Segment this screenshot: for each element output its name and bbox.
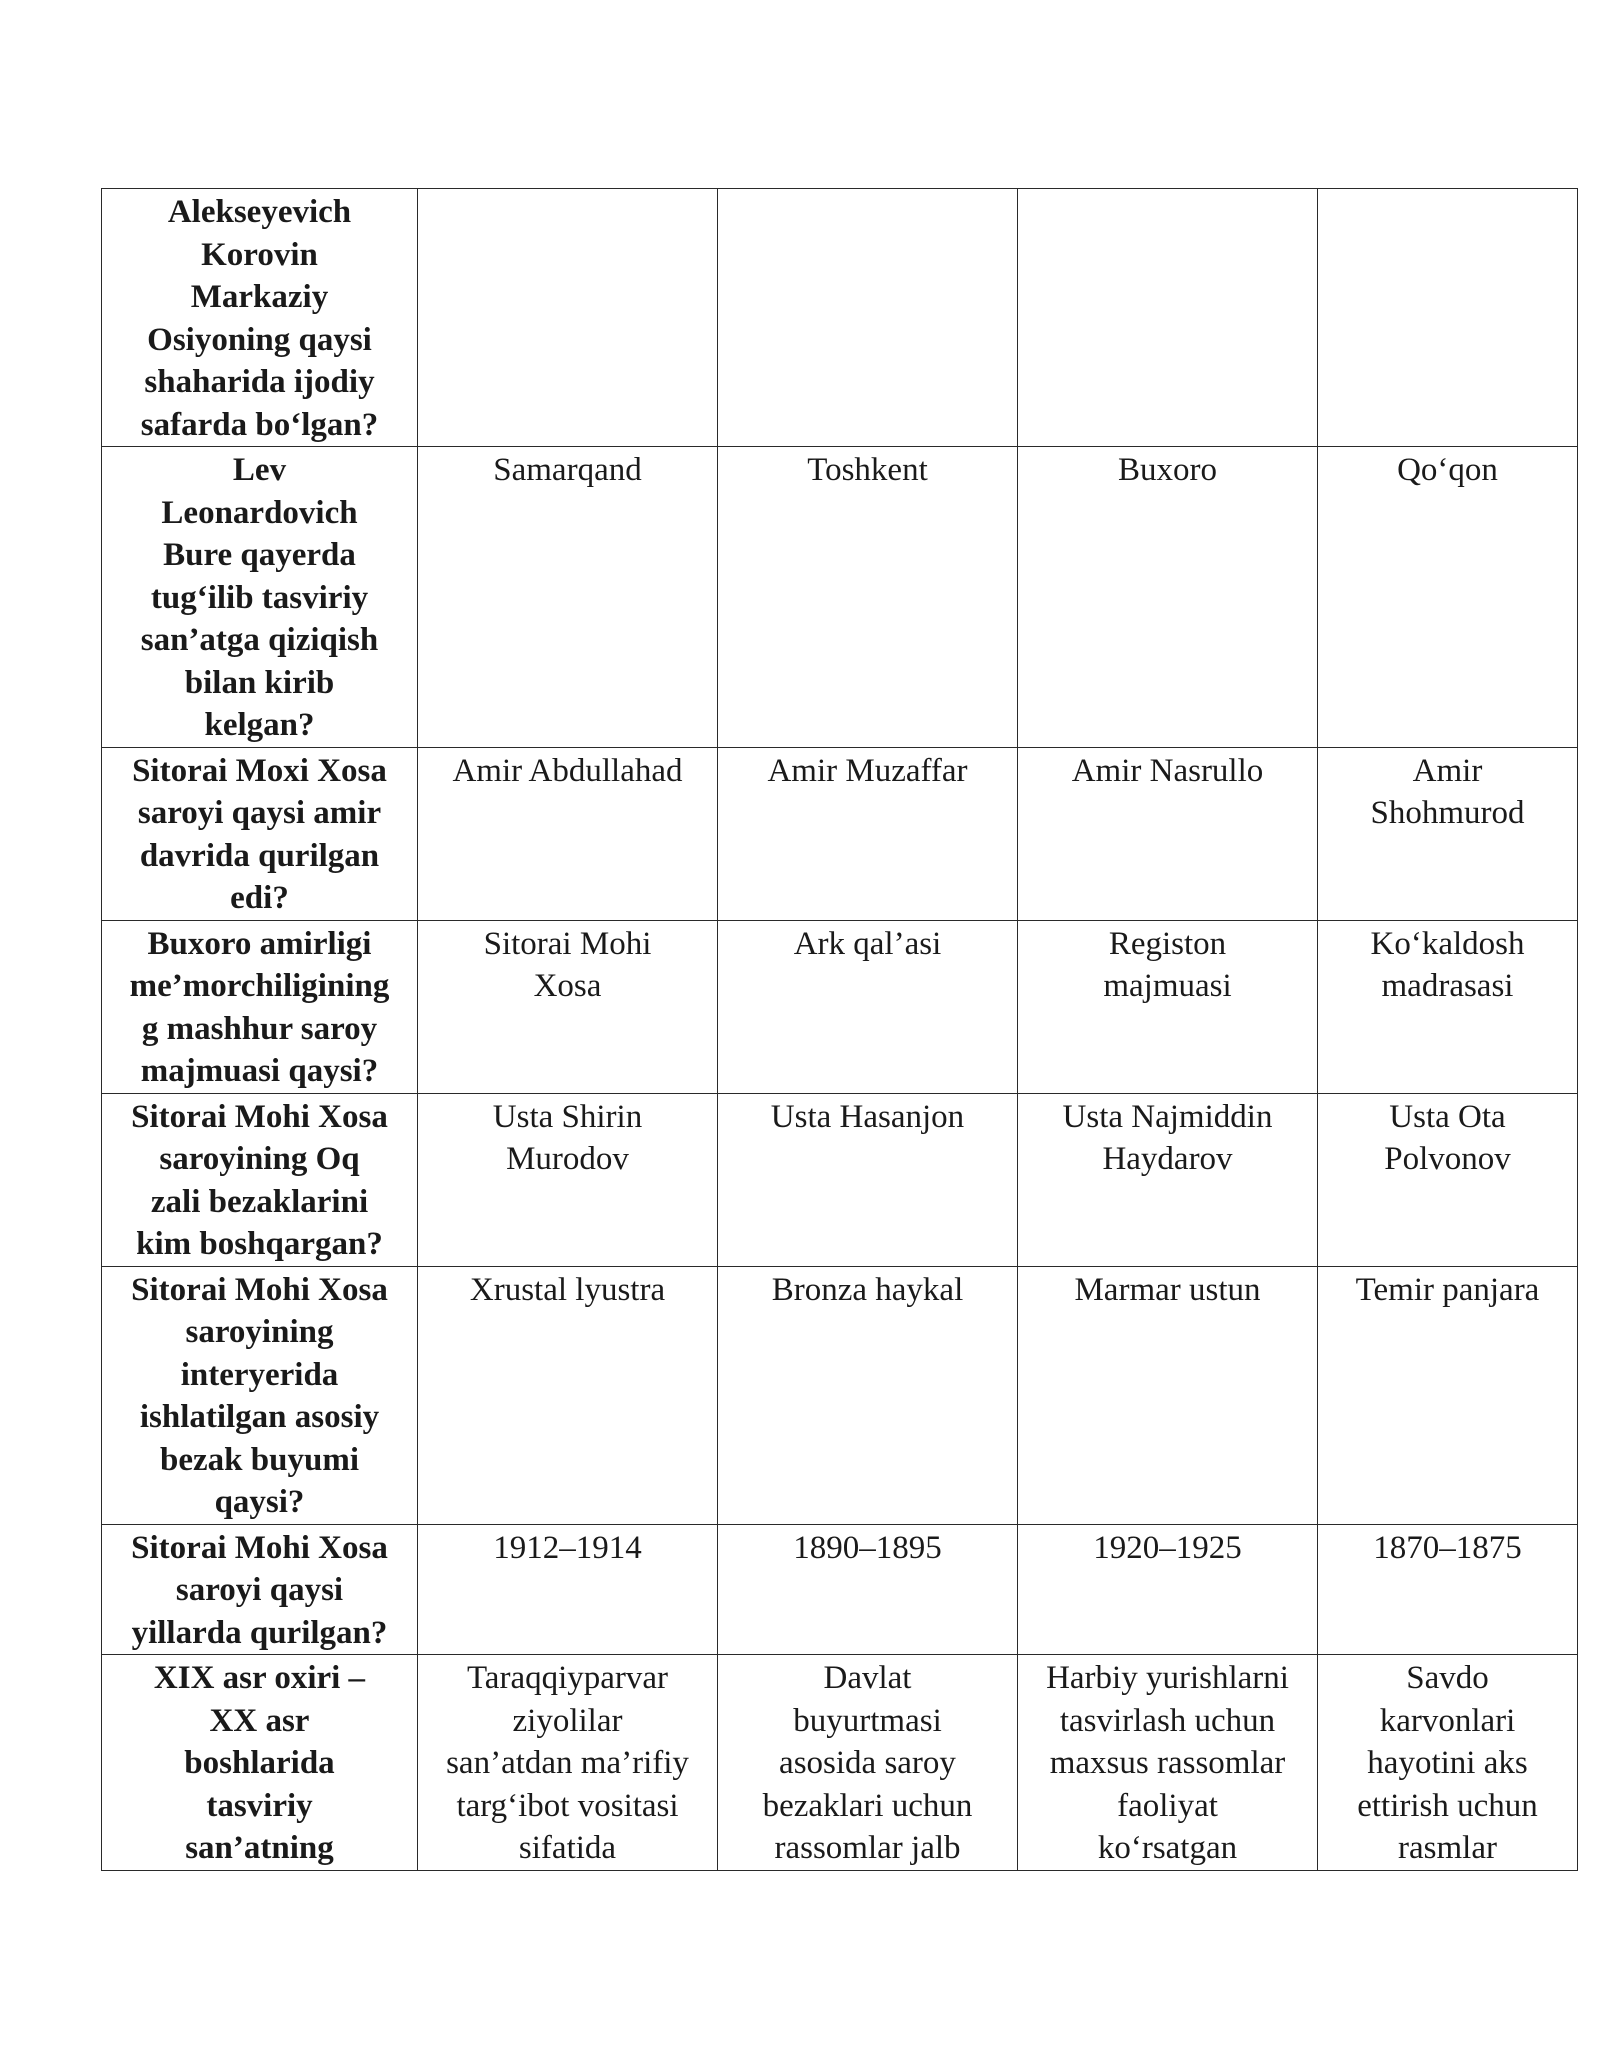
option-c-cell: Buxoro [1018,447,1318,748]
option-b-cell: Bronza haykal [718,1266,1018,1524]
option-a-cell: Xrustal lyustra [418,1266,718,1524]
option-b-cell: Toshkent [718,447,1018,748]
option-a-cell: Amir Abdullahad [418,747,718,920]
table-row [102,747,1578,920]
option-c-cell: Amir Nasrullo [1018,747,1318,920]
option-d-cell: Temir panjara [1318,1266,1578,1524]
option-b-cell: Davlat buyurtmasi asosida saroy bezaklari uchun rassomlar jalb [718,1655,1018,1871]
option-d-cell: Amir Shohmurod [1318,747,1578,920]
table-row [102,1655,1578,1871]
quiz-table [101,188,1578,1871]
option-d-cell: 1870–1875 [1318,1524,1578,1655]
option-d-cell [1318,189,1578,447]
option-b-cell [718,189,1018,447]
table-row [102,920,1578,1093]
option-c-cell: Registon majmuasi [1018,920,1318,1093]
question-cell: Buxoro amirligi me’morchiligining g mashhur saroy majmuasi qaysi? [102,920,418,1093]
option-c-cell [1018,189,1318,447]
question-cell: Sitorai Mohi Xosa saroyi qaysi yillarda qurilgan? [102,1524,418,1655]
option-a-cell: Usta Shirin Murodov [418,1093,718,1266]
question-cell: XIX asr oxiri – XX asr boshlarida tasviriy san’atning [102,1655,418,1871]
table-row [102,1266,1578,1524]
question-cell: Sitorai Mohi Xosa saroyining Oq zali bezaklarini kim boshqargan? [102,1093,418,1266]
question-cell: Sitorai Moxi Xosa saroyi qaysi amir davrida qurilgan edi? [102,747,418,920]
option-a-cell: Taraqqiyparvar ziyolilar san’atdan ma’rifiy targ‘ibot vositasi sifatida [418,1655,718,1871]
table-row [102,1524,1578,1655]
option-d-cell: Usta Ota Polvonov [1318,1093,1578,1266]
option-c-cell: Harbiy yurishlarni tasvirlash uchun maxsus rassomlar faoliyat ko‘rsatgan [1018,1655,1318,1871]
question-cell: Alekseyevich Korovin Markaziy Osiyoning qaysi shaharida ijodiy safarda bo‘lgan? [102,189,418,447]
question-cell: Lev Leonardovich Bure qayerda tug‘ilib tasviriy san’atga qiziqish bilan kirib kelgan? [102,447,418,748]
option-a-cell [418,189,718,447]
option-d-cell: Savdo karvonlari hayotini aks ettirish uchun rasmlar [1318,1655,1578,1871]
table-row [102,1093,1578,1266]
option-b-cell: Ark qal’asi [718,920,1018,1093]
question-cell: Sitorai Mohi Xosa saroyining interyerida ishlatilgan asosiy bezak buyumi qaysi? [102,1266,418,1524]
option-b-cell: Amir Muzaffar [718,747,1018,920]
option-b-cell: Usta Hasanjon [718,1093,1018,1266]
option-a-cell: 1912–1914 [418,1524,718,1655]
option-c-cell: Marmar ustun [1018,1266,1318,1524]
table-row [102,189,1578,447]
option-c-cell: Usta Najmiddin Haydarov [1018,1093,1318,1266]
option-a-cell: Sitorai Mohi Xosa [418,920,718,1093]
table-row [102,447,1578,748]
option-a-cell: Samarqand [418,447,718,748]
option-d-cell: Ko‘kaldosh madrasasi [1318,920,1578,1093]
option-d-cell: Qo‘qon [1318,447,1578,748]
option-b-cell: 1890–1895 [718,1524,1018,1655]
option-c-cell: 1920–1925 [1018,1524,1318,1655]
